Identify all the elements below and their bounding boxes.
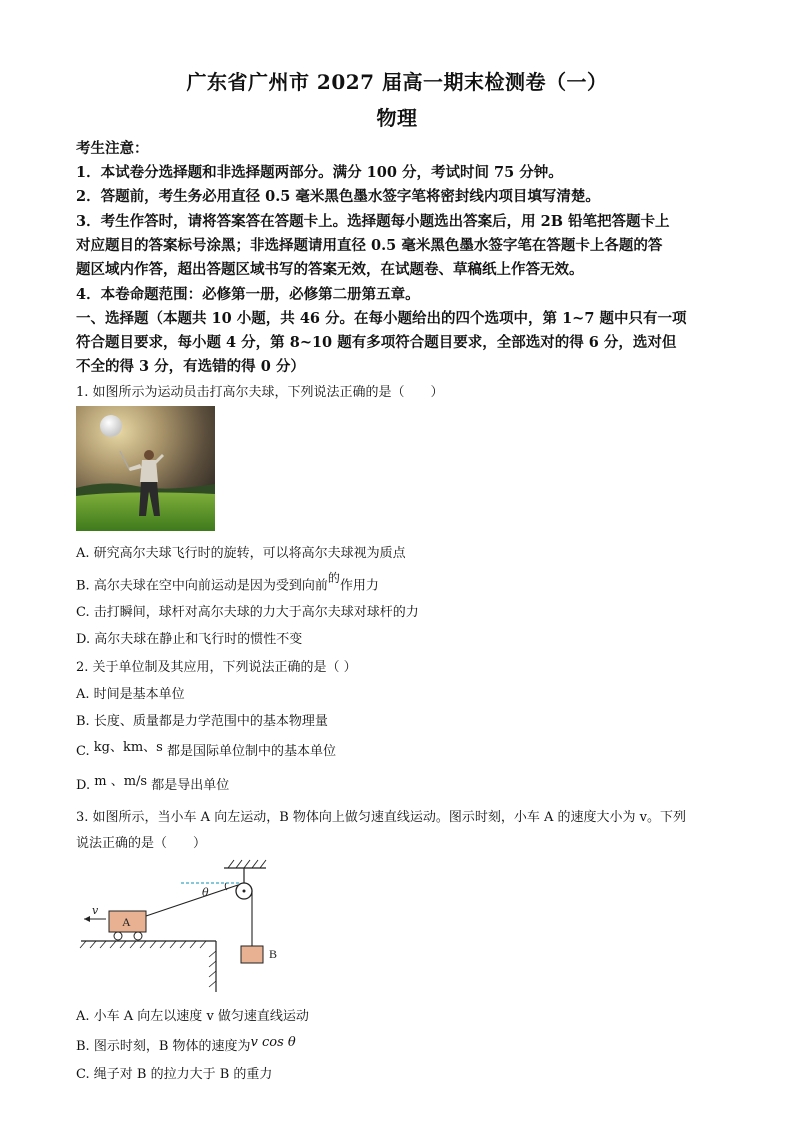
q3-option-a: A. 小车 A 向左以速度 v 做匀速直线运动 (76, 1009, 309, 1024)
q3-option-b-text: B. 图示时刻，B 物体的速度为 (76, 1039, 251, 1054)
q1-option-b (76, 571, 726, 593)
q2-option-c-text: 都是国际单位制中的基本单位 (166, 744, 336, 759)
q1-option-b-sup: 的 (327, 571, 340, 585)
q2-option-d-text: 都是导出单位 (151, 778, 230, 793)
q3-option-b-formula: v cos θ (250, 1035, 296, 1050)
notice-item-1: 1．本试卷分选择题和非选择题两部分。满分 100 分，考试时间 75 分钟。 (76, 164, 563, 181)
cart-a-label: A (122, 915, 131, 929)
notice-item-2: 2．答题前，考生务必用直径 0.5 毫米黑色墨水签字笔将密封线内项目填写清楚。 (76, 188, 600, 205)
q2-option-d-label: D. (76, 778, 91, 793)
section1-intro-1: 一、选择题（本题共 10 小题，共 46 分。在每小题给出的四个选项中，第 1~7 题中只有一项 (76, 310, 687, 327)
cart-pulley-diagram (76, 856, 306, 996)
theta-label: θ (202, 886, 209, 899)
golf-swing-photo (76, 406, 215, 531)
velocity-label: v (92, 904, 99, 917)
notice-item-3: 3．考生作答时，请将答案答在答题卡上。选择题每小题选出答案后，用 2B 铅笔把答题卡上 (76, 213, 670, 230)
q3-stem-2: 说法正确的是（ ） (76, 836, 207, 851)
q2-option-c (76, 740, 726, 759)
exam-title: 广东省广州市 2027 届高一期末检测卷（一） (186, 70, 608, 94)
q1-option-b-text: B. 高尔夫球在空中向前运动是因为受到向前 (76, 578, 328, 594)
q3-stem-1: 3. 如图所示，当小车 A 向左运动，B 物体向上做匀速直线运动。图示时刻，小车 A 的速度大小为 v。下列 (76, 810, 687, 825)
q3-option-b (76, 1035, 726, 1054)
notice-item-3-cont: 对应题目的答案标号涂黑；非选择题请用直径 0.5 毫米黑色墨水签字笔在答题卡上各题的答 (76, 237, 663, 254)
section1-intro-2: 符合题目要求，每小题 4 分，第 8~10 题有多项符合题目要求，全部选对的得 6 分，选对但 (76, 334, 677, 351)
q3-option-c: C. 绳子对 B 的拉力大于 B 的重力 (76, 1067, 273, 1082)
q2-option-d (76, 774, 726, 793)
q2-option-c-label: C. (76, 744, 90, 759)
q1-option-c: C. 击打瞬间，球杆对高尔夫球的力大于高尔夫球对球杆的力 (76, 605, 419, 620)
notice-item-3-cont2: 题区域内作答，超出答题区域书写的答案无效，在试题卷、草稿纸上作答无效。 (76, 261, 584, 278)
q1-option-a: A. 研究高尔夫球飞行时的旋转，可以将高尔夫球视为质点 (76, 546, 406, 561)
q2-option-c-units: kg、km、s (93, 740, 163, 755)
q2-option-a: A. 时间是基本单位 (76, 687, 185, 702)
notice-heading: 考生注意： (76, 140, 149, 157)
q1-stem: 1. 如图所示为运动员击打高尔夫球，下列说法正确的是（ ） (76, 385, 444, 400)
section1-intro-3: 不全的得 3 分，有选错的得 0 分） (76, 358, 305, 375)
subject-title: 物理 (376, 106, 418, 130)
q2-option-d-units: m 、m/s (94, 774, 148, 789)
block-b-label: B (269, 947, 278, 961)
notice-item-4: 4．本卷命题范围：必修第一册，必修第二册第五章。 (76, 286, 420, 303)
q2-option-b: B. 长度、质量都是力学范围中的基本物理量 (76, 714, 328, 729)
q1-option-d: D. 高尔夫球在静止和飞行时的惯性不变 (76, 632, 303, 647)
q2-stem: 2. 关于单位制及其应用，下列说法正确的是（ ） (76, 660, 357, 675)
q1-option-b-tail: 作用力 (339, 578, 379, 594)
